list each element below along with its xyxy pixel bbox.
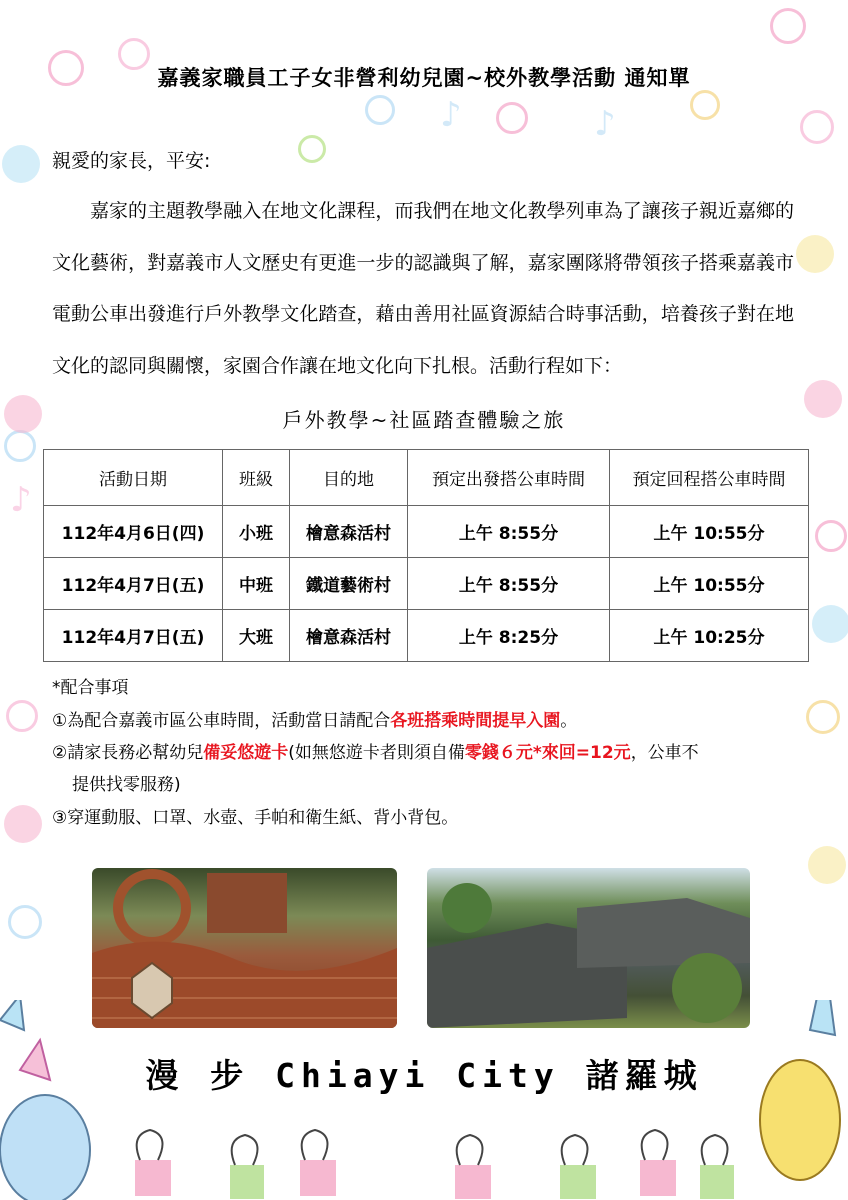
note-item-1 bbox=[52, 706, 577, 731]
note-item-2 bbox=[52, 738, 699, 763]
table-row bbox=[44, 506, 809, 558]
schedule-table bbox=[43, 449, 809, 662]
brick-wall-photo-art bbox=[92, 868, 397, 1028]
cell-date: 112年4月6日(四) bbox=[44, 506, 223, 558]
swirl-decoration bbox=[298, 135, 326, 163]
swirl-decoration bbox=[690, 90, 720, 120]
elephant-icon bbox=[0, 1095, 90, 1200]
note-text: ，公車不 bbox=[630, 743, 699, 763]
cell-destination: 檜意森活村 bbox=[290, 610, 408, 662]
header-destination: 目的地 bbox=[290, 450, 408, 506]
note-highlight: 各班搭乘時間提早入園 bbox=[390, 711, 561, 731]
cell-class: 中班 bbox=[223, 558, 290, 610]
brick-wall-photo bbox=[92, 868, 397, 1028]
railway-village-photo-art bbox=[427, 868, 750, 1028]
header-class: 班級 bbox=[223, 450, 290, 506]
cell-destination: 鐵道藝術村 bbox=[290, 558, 408, 610]
music-note-icon: ♪ bbox=[10, 480, 32, 520]
note-text: ②請家長務必幫幼兒 bbox=[52, 743, 204, 763]
swirl-decoration bbox=[800, 110, 834, 144]
note-highlight: 備妥悠遊卡 bbox=[203, 743, 289, 763]
cell-return: 上午 10:25分 bbox=[610, 610, 809, 662]
party-hat-icon bbox=[0, 1000, 24, 1030]
music-note-icon: ♪ bbox=[440, 95, 462, 135]
cell-class: 大班 bbox=[223, 610, 290, 662]
cell-date: 112年4月7日(五) bbox=[44, 610, 223, 662]
note-highlight: 零錢６元*來回=12元 bbox=[464, 743, 631, 763]
note-text: 。 bbox=[560, 711, 578, 731]
swirl-decoration bbox=[6, 700, 38, 732]
table-row bbox=[44, 558, 809, 610]
note-item-2-continued: 提供找零服務) bbox=[72, 775, 181, 795]
flower-decoration bbox=[4, 805, 42, 843]
swirl-decoration bbox=[496, 102, 528, 134]
music-note-icon: ♪ bbox=[594, 104, 616, 144]
schedule-subtitle: 戶外教學~社區踏查體驗之旅 bbox=[282, 408, 566, 432]
body-paragraph: 嘉家的主題教學融入在地文化課程，而我們在地文化教學列車為了讓孩子親近嘉鄉的文化藝術，對嘉義市人文歷史有更進一步的認識與了解，嘉家團隊將帶領孩子搭乘嘉義市電動公車出發進行戶外教學文化踏查，藉由善用社區資源結合時事活動，培養孩子對在地文化的認同與關懷，家園合作讓在地文化向下扎根。活動行程如下： bbox=[52, 200, 794, 377]
note-item-3: ③穿運動服、口罩、水壺、手帕和衛生紙、背小背包。 bbox=[52, 808, 459, 828]
header-date: 活動日期 bbox=[44, 450, 223, 506]
footer-banner: 漫 步 Chiayi City 諸羅城 bbox=[145, 1056, 703, 1095]
gift-box-icon bbox=[135, 1160, 734, 1199]
flower-decoration bbox=[808, 846, 846, 884]
cartoon-characters-icon bbox=[0, 1000, 848, 1200]
cell-destination: 檜意森活村 bbox=[290, 506, 408, 558]
railway-village-photo bbox=[427, 868, 750, 1028]
swirl-decoration bbox=[8, 905, 42, 939]
cell-return: 上午 10:55分 bbox=[610, 558, 809, 610]
swirl-decoration bbox=[815, 520, 847, 552]
swirl-decoration bbox=[806, 700, 840, 734]
notes-heading: *配合事項 bbox=[52, 678, 129, 698]
swirl-decoration bbox=[770, 8, 806, 44]
cell-departure: 上午 8:55分 bbox=[408, 558, 610, 610]
swirl-decoration bbox=[365, 95, 395, 125]
cell-date: 112年4月7日(五) bbox=[44, 558, 223, 610]
cell-departure: 上午 8:55分 bbox=[408, 506, 610, 558]
cell-departure: 上午 8:25分 bbox=[408, 610, 610, 662]
swirl-decoration bbox=[4, 430, 36, 462]
table-header-row bbox=[44, 450, 809, 506]
greeting: 親愛的家長，平安: bbox=[52, 150, 211, 172]
cell-class: 小班 bbox=[223, 506, 290, 558]
note-text: (如無悠遊卡者則須自備 bbox=[288, 743, 465, 763]
cell-return: 上午 10:55分 bbox=[610, 506, 809, 558]
flower-decoration bbox=[796, 235, 834, 273]
ribbon-icon bbox=[137, 1130, 728, 1165]
header-departure: 預定出發搭公車時間 bbox=[408, 450, 610, 506]
table-row bbox=[44, 610, 809, 662]
flower-decoration bbox=[2, 145, 40, 183]
header-return: 預定回程搭公車時間 bbox=[610, 450, 809, 506]
page-title: 嘉義家職員工子女非營利幼兒園~校外教學活動 通知單 bbox=[157, 66, 691, 90]
flower-decoration bbox=[812, 605, 848, 643]
party-hat-icon bbox=[810, 1000, 835, 1035]
note-text: ①為配合嘉義市區公車時間，活動當日請配合 bbox=[52, 711, 391, 731]
